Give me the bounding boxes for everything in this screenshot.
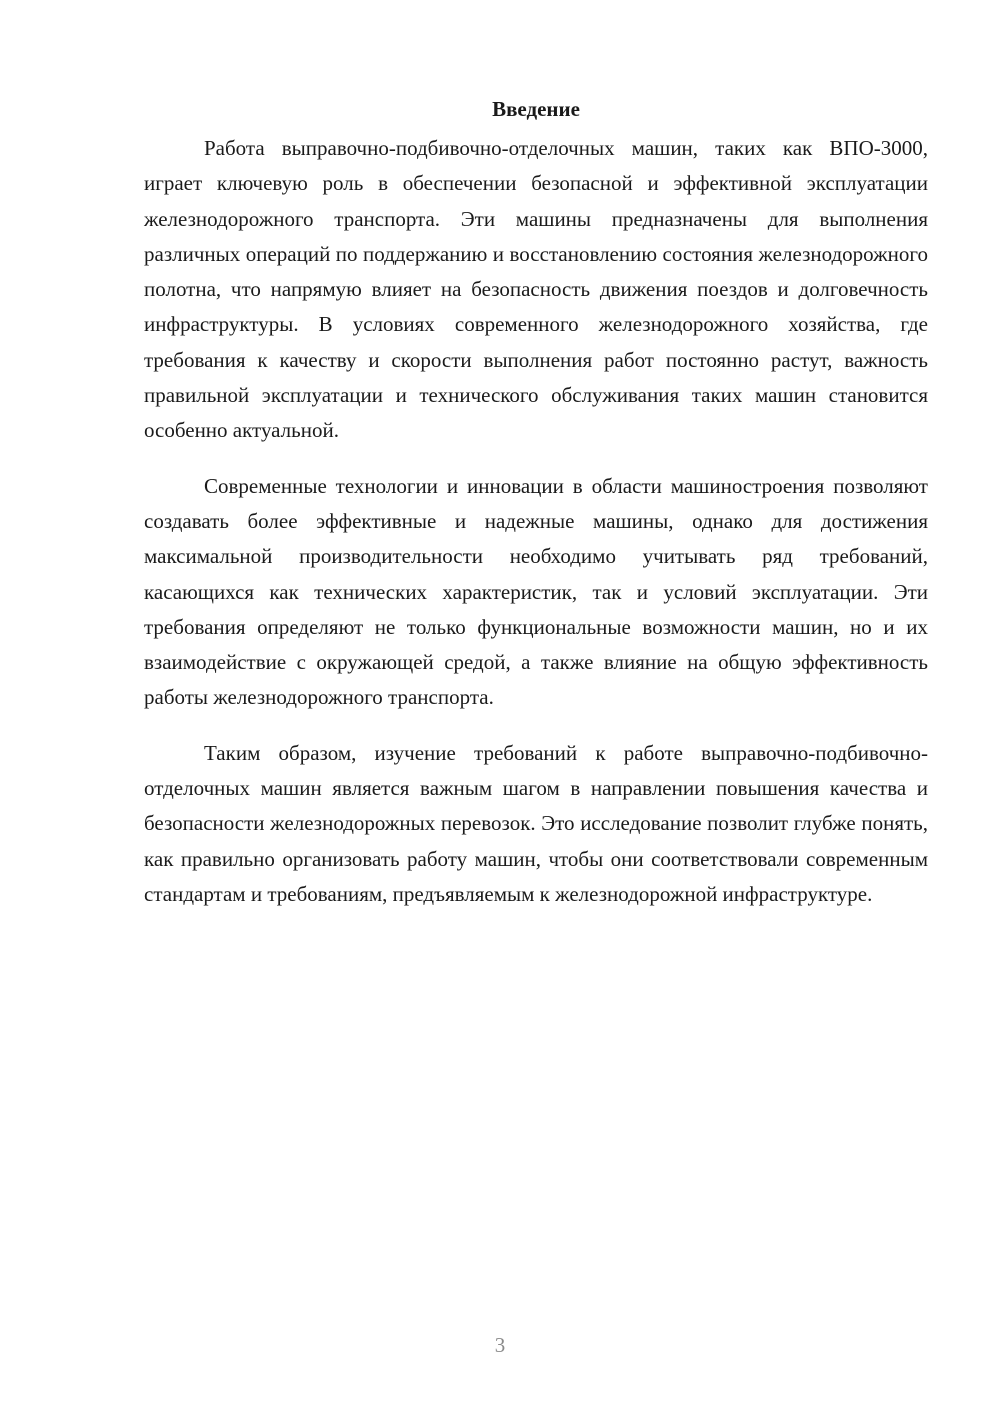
section-heading: Введение [492, 97, 580, 121]
page-content [144, 92, 928, 932]
page-number: 3 [494, 1333, 506, 1357]
paragraph-3: Таким образом, изучение требований к работе выправочно-подбивочно-отделочных машин является важным шагом в направлении повышения качества и безопасности железнодорожных перевозок. Это исследование позволит глубже понять, как правильно организовать работу машин, чтобы они соответствовали современным стандартам и требованиям, предъявляемым к железнодорожной инфраструктуре. [144, 740, 928, 906]
paragraph-1: Работа выправочно-подбивочно-отделочных машин, таких как ВПО-3000, играет ключевую роль в обеспечении безопасной и эффективной эксплуатации железнодорожного транспорта. Эти машины предназначены для выполнения различных операций по поддержанию и восстановлению состояния железнодорожного полотна, что напрямую влияет на безопасность движения поездов и долговечность инфраструктуры. В условиях современного железнодорожного хозяйства, где требования к качеству и скорости выполнения работ постоянно растут, важность правильной эксплуатации и технического обслуживания таких машин становится особенно актуальной. [144, 136, 928, 443]
paragraph-2: Современные технологии и инновации в области машиностроения позволяют создавать более эффективные и надежные машины, однако для достижения максимальной производительности необходимо учитывать ряд требований, касающихся как технических характеристик, так и условий эксплуатации. Эти требования определяют не только функциональные возможности машин, но и их взаимодействие с окружающей средой, а также влияние на общую эффективность работы железнодорожного транспорта. [144, 473, 928, 710]
